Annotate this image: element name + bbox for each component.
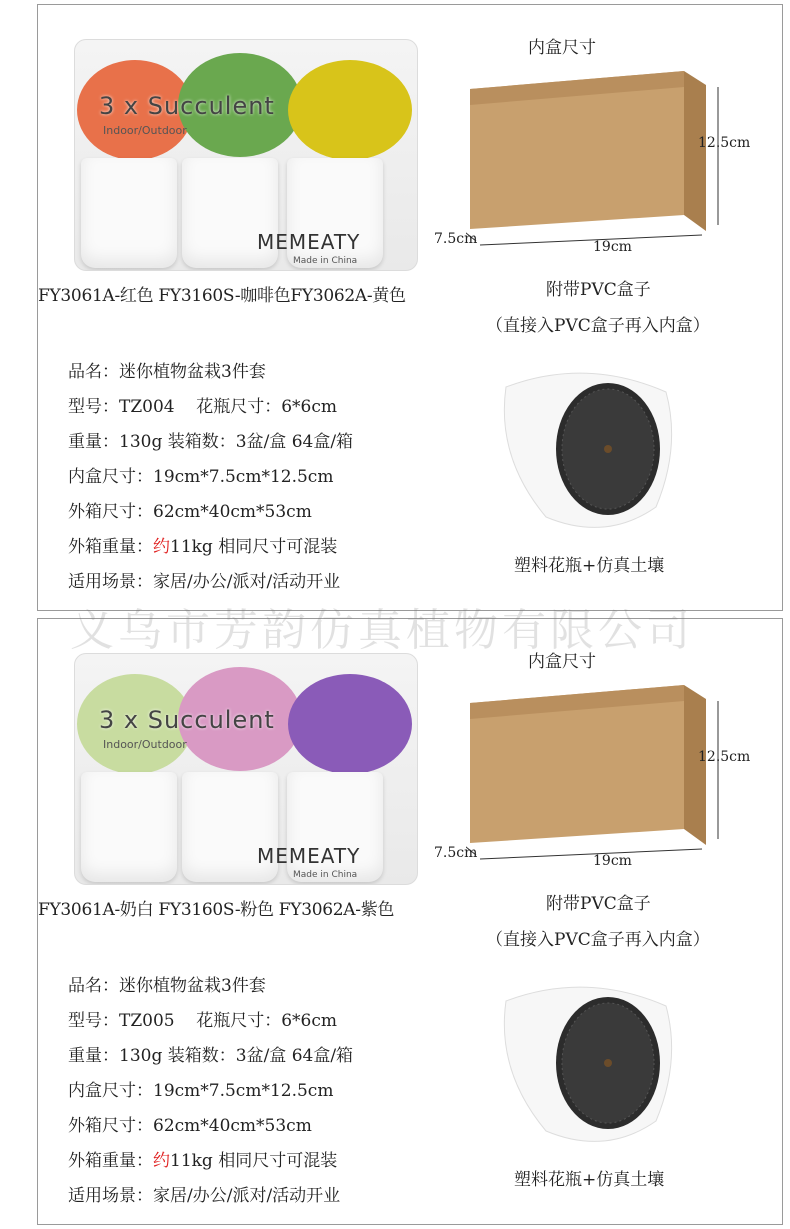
spec-model: 型号：TZ004 花瓶尺寸：6*6cm <box>68 397 338 417</box>
spec-outer-weight: 外箱重量：约11kg 相同尺寸可混装 <box>68 1151 338 1171</box>
made-in-label: Made in China <box>293 870 358 880</box>
spec-weight: 重量：130g 装箱数：3盆/盒 64盒/箱 <box>68 1046 354 1066</box>
box-height-label: 12.5cm <box>698 749 751 765</box>
package-title: 3 x Succulent <box>99 706 275 734</box>
pvc-note-2: （直接入PVC盒子再入内盒） <box>486 930 710 950</box>
spec-outer-box: 外箱尺寸：62cm*40cm*53cm <box>68 1116 312 1136</box>
box-height-label: 12.5cm <box>698 135 751 151</box>
company-watermark: 义乌市芳韵仿真植物有限公司 <box>70 605 694 656</box>
spec-list <box>68 969 353 1214</box>
inner-box-caption: 内盒尺寸 <box>528 652 596 672</box>
product-photo-package <box>74 653 418 885</box>
box-width-label: 19cm <box>593 853 632 869</box>
product-photo-package <box>74 39 418 271</box>
product-panel-2 <box>37 618 783 1225</box>
variant-codes: FY3061A-红色 FY3160S-咖啡色FY3062A-黄色 <box>38 286 406 306</box>
pot-soil-photo <box>486 367 676 537</box>
cardboard-box-image <box>466 65 766 265</box>
brand-logo: MEMEATY <box>257 230 361 254</box>
spec-scene: 适用场景：家居/办公/派对/活动开业 <box>68 572 341 592</box>
package-title: 3 x Succulent <box>99 92 275 120</box>
spec-inner-box: 内盒尺寸：19cm*7.5cm*12.5cm <box>68 1081 334 1101</box>
spec-name: 品名：迷你植物盆栽3件套 <box>68 976 266 996</box>
brand-logo: MEMEATY <box>257 844 361 868</box>
spec-outer-box: 外箱尺寸：62cm*40cm*53cm <box>68 502 312 522</box>
pot-caption: 塑料花瓶+仿真土壤 <box>514 1170 665 1190</box>
spec-outer-weight: 外箱重量：约11kg 相同尺寸可混装 <box>68 537 338 557</box>
pot-caption: 塑料花瓶+仿真土壤 <box>514 556 665 576</box>
spec-inner-box: 内盒尺寸：19cm*7.5cm*12.5cm <box>68 467 334 487</box>
box-depth-label: 7.5cm <box>434 845 478 861</box>
package-subtitle: Indoor/Outdoor <box>103 738 187 751</box>
product-panel-1 <box>37 4 783 611</box>
box-depth-label: 7.5cm <box>434 231 478 247</box>
pvc-note-1: 附带PVC盒子 <box>546 280 651 300</box>
spec-weight: 重量：130g 装箱数：3盆/盒 64盒/箱 <box>68 432 354 452</box>
box-width-label: 19cm <box>593 239 632 255</box>
variant-codes: FY3061A-奶白 FY3160S-粉色 FY3062A-紫色 <box>38 900 395 920</box>
spec-name: 品名：迷你植物盆栽3件套 <box>68 362 266 382</box>
spec-scene: 适用场景：家居/办公/派对/活动开业 <box>68 1186 341 1206</box>
cardboard-box-image <box>466 679 766 879</box>
pot-left <box>81 772 177 882</box>
spec-list <box>68 355 353 600</box>
inner-box-caption: 内盒尺寸 <box>528 38 596 58</box>
pvc-note-2: （直接入PVC盒子再入内盒） <box>486 316 710 336</box>
pvc-note-1: 附带PVC盒子 <box>546 894 651 914</box>
package-subtitle: Indoor/Outdoor <box>103 124 187 137</box>
pot-left <box>81 158 177 268</box>
made-in-label: Made in China <box>293 256 358 266</box>
spec-model: 型号：TZ005 花瓶尺寸：6*6cm <box>68 1011 338 1031</box>
pot-soil-photo <box>486 981 676 1151</box>
